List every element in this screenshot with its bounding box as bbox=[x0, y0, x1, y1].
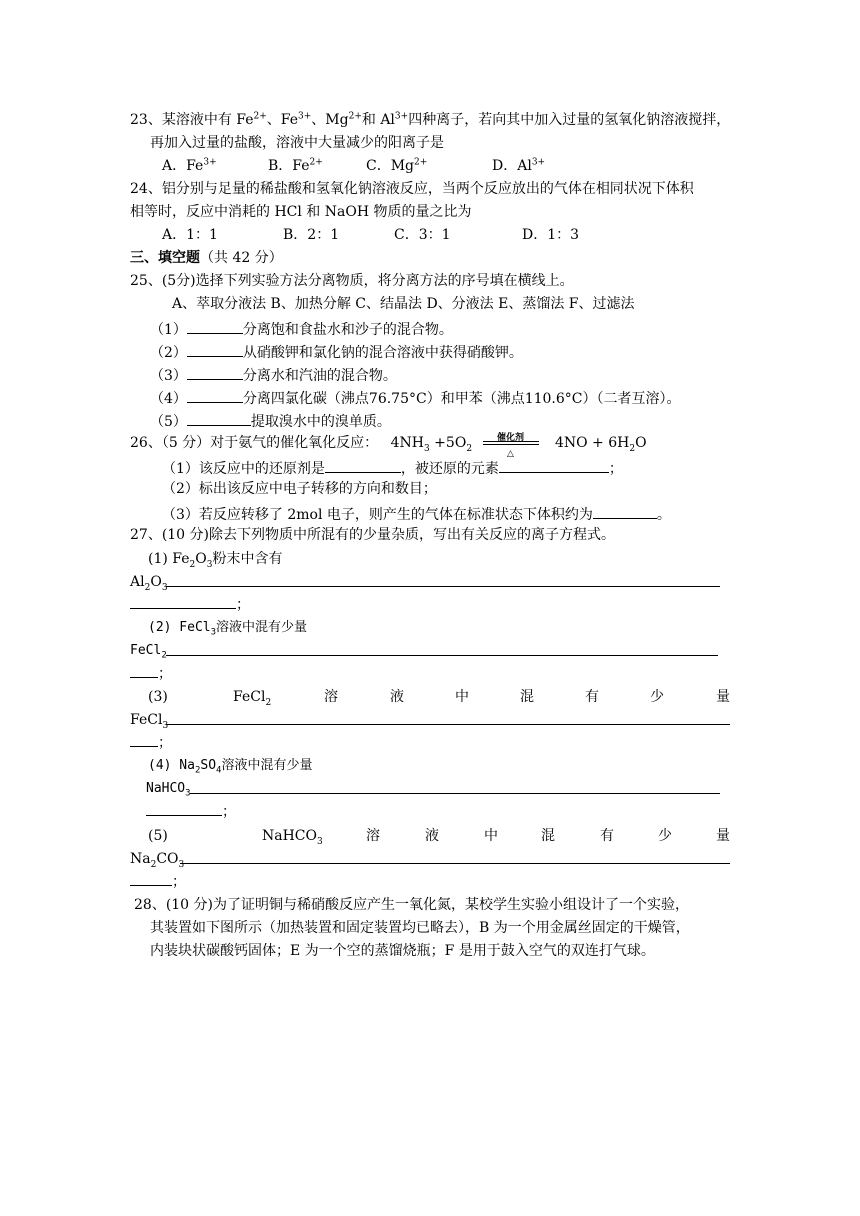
q27-item-3-char: 有 bbox=[585, 689, 599, 705]
formula: Na bbox=[130, 851, 151, 867]
item-text: 分离饱和食盐水和沙子的混合物。 bbox=[242, 322, 453, 338]
q27-stem: 27、(10 分)除去下列物质中所混有的少量杂质，写出有关反应的离子方程式。 bbox=[130, 527, 616, 543]
formula: FeCl bbox=[233, 689, 266, 705]
subscript: 4 bbox=[216, 765, 222, 776]
formula: Al bbox=[130, 574, 145, 590]
q24-option-b: B．2：1 bbox=[283, 227, 340, 243]
option-text: C．Mg bbox=[366, 158, 415, 174]
answer-blank[interactable] bbox=[187, 341, 243, 357]
section-points: （共 42 分） bbox=[200, 250, 283, 266]
subscript: 3 bbox=[206, 559, 213, 570]
q27-item-5-char: 少 bbox=[658, 828, 672, 844]
item-text: 溶液中混有少量 bbox=[221, 758, 313, 773]
q27-item-5-char: 中 bbox=[484, 828, 498, 844]
answer-blank[interactable] bbox=[187, 364, 243, 380]
formula: O bbox=[635, 435, 647, 451]
semicolon: ； bbox=[158, 666, 172, 682]
q23-text: 23、某溶液中有 Fe bbox=[130, 112, 254, 128]
answer-line[interactable] bbox=[130, 885, 172, 886]
answer-line[interactable] bbox=[130, 677, 158, 678]
q26-text: 26、（5 分）对于氨气的催化氧化反应： bbox=[130, 435, 379, 451]
part-text: 。 bbox=[656, 507, 671, 523]
answer-line[interactable] bbox=[146, 815, 222, 816]
q27-item-5-label: (5) bbox=[148, 828, 168, 844]
q27-item-3-impurity bbox=[130, 711, 168, 729]
subscript: 3 bbox=[210, 627, 217, 638]
reaction-arrow bbox=[483, 433, 539, 459]
answer-blank[interactable] bbox=[187, 318, 243, 334]
q27-item-5-char: 混 bbox=[541, 828, 555, 844]
q28-line1: 28、(10 分)为了证明铜与稀硝酸反应产生一氧化氮，某校学生实验小组设计了一个实验， bbox=[134, 897, 690, 913]
q27-item-1 bbox=[148, 550, 282, 568]
q25-item-4 bbox=[150, 387, 681, 408]
formula: O bbox=[195, 551, 207, 567]
item-number: （3） bbox=[150, 368, 187, 384]
subscript: 2 bbox=[194, 765, 201, 776]
formula: FeCl bbox=[130, 643, 162, 658]
item-number: （4） bbox=[150, 391, 187, 407]
section-title bbox=[130, 249, 283, 267]
charge: 2+ bbox=[309, 157, 323, 168]
formula: FeCl bbox=[130, 712, 163, 728]
answer-line[interactable] bbox=[130, 746, 158, 747]
q24-option-c: C．3：1 bbox=[394, 227, 451, 243]
charge: 3+ bbox=[298, 111, 312, 122]
q23-option-a bbox=[162, 157, 217, 175]
section-heading: 三、填空题 bbox=[130, 250, 200, 266]
charge: 3+ bbox=[394, 111, 409, 122]
answer-line[interactable] bbox=[166, 655, 718, 656]
q28-line3: 内装块状碳酸钙固体；E 为一个空的蒸馏烧瓶；F 是用于鼓入空气的双连打气球。 bbox=[150, 943, 655, 959]
heat-symbol: △ bbox=[507, 449, 514, 459]
part-text: ； bbox=[608, 461, 623, 477]
subscript: 3 bbox=[424, 443, 430, 454]
double-line-top bbox=[483, 441, 539, 442]
semicolon: ； bbox=[172, 874, 186, 890]
q24-option-d: D．1：3 bbox=[522, 227, 580, 243]
catalyst-label: 催化剂 bbox=[496, 433, 524, 443]
q27-item-1-impurity bbox=[130, 573, 168, 591]
answer-blank[interactable] bbox=[187, 410, 251, 426]
formula: 4NH bbox=[390, 435, 424, 451]
q23-option-c bbox=[366, 157, 427, 175]
part-text: ，被还原的元素 bbox=[400, 461, 499, 477]
option-text: D．Al bbox=[492, 158, 532, 174]
q24-option-a: A．1：1 bbox=[162, 227, 218, 243]
q27-item-3-char: 液 bbox=[390, 689, 404, 705]
answer-blank[interactable] bbox=[593, 503, 657, 519]
q27-item-3-char: 少 bbox=[650, 689, 664, 705]
q25-item-5 bbox=[150, 410, 391, 431]
subscript: 3 bbox=[161, 582, 168, 593]
subscript: 2 bbox=[150, 859, 157, 870]
subscript: 3 bbox=[178, 859, 185, 870]
answer-line[interactable] bbox=[180, 863, 730, 864]
equation-left bbox=[390, 435, 473, 454]
formula: NaHCO bbox=[146, 781, 186, 796]
q23-text: 、Mg bbox=[311, 112, 349, 128]
q27-item-5-formula bbox=[262, 827, 323, 845]
subscript: 2 bbox=[189, 559, 196, 570]
formula: NaHCO bbox=[262, 828, 317, 844]
q27-item-3-char: 溶 bbox=[324, 689, 338, 705]
formula: CO bbox=[156, 851, 179, 867]
semicolon: ； bbox=[236, 597, 250, 613]
q27-item-5-impurity bbox=[130, 850, 184, 868]
item-text: 分离水和汽油的混合物。 bbox=[242, 368, 397, 384]
q25-stem: 25、(5分)选择下列实验方法分离物质，将分离方法的序号填在横线上。 bbox=[130, 273, 574, 289]
q23-text: 四种离子，若向其中加入过量的氢氧化钠溶液搅拌， bbox=[408, 112, 731, 128]
formula: (4) Na bbox=[148, 758, 195, 773]
subscript: 3 bbox=[317, 836, 323, 847]
item-number: （1） bbox=[150, 322, 187, 338]
q24-line2: 相等时，反应中消耗的 HCl 和 NaOH 物质的量之比为 bbox=[130, 204, 472, 220]
subscript: 2 bbox=[265, 697, 272, 708]
q27-item-5-char: 有 bbox=[600, 828, 614, 844]
q27-item-4 bbox=[148, 757, 312, 775]
answer-blank[interactable] bbox=[499, 457, 609, 473]
q28-line2: 其装置如下图所示（加热装置和固定装置均已略去），B 为一个用金属丝固定的干燥管， bbox=[150, 920, 690, 936]
formula: SO bbox=[200, 758, 217, 773]
formula: +5O bbox=[429, 435, 467, 451]
q26-part-2: （2）标出该反应中电子转移的方向和数目； bbox=[162, 481, 437, 497]
subscript: 3 bbox=[185, 788, 191, 799]
q23-option-d bbox=[492, 157, 545, 175]
item-text: 提取溴水中的溴单质。 bbox=[250, 414, 391, 430]
q26-stem bbox=[130, 433, 647, 459]
q27-item-2-impurity bbox=[130, 642, 167, 660]
charge: 2+ bbox=[414, 157, 428, 168]
option-text: A．Fe bbox=[162, 158, 204, 174]
formula: (2) FeCl bbox=[148, 620, 211, 635]
item-text: 溶液中混有少量 bbox=[216, 620, 308, 635]
q26-part-3 bbox=[162, 503, 671, 524]
q23-text: 和 Al bbox=[361, 112, 395, 128]
part-text: （1）该反应中的还原剂是 bbox=[162, 461, 325, 477]
item-number: （2） bbox=[150, 345, 187, 361]
answer-line[interactable] bbox=[166, 586, 720, 587]
q25-item-2 bbox=[150, 341, 523, 362]
charge: 3+ bbox=[531, 157, 546, 168]
charge: 2+ bbox=[253, 111, 267, 122]
option-text: B．Fe bbox=[268, 158, 310, 174]
q24-line1: 24、铝分别与足量的稀盐酸和氢氧化钠溶液反应，当两个反应放出的气体在相同状况下体积 bbox=[130, 181, 694, 197]
q27-item-3-char: 量 bbox=[716, 689, 730, 705]
part-text: （3）若反应转移了 2mol 电子，则产生的气体在标准状态下体积约为 bbox=[162, 507, 593, 523]
formula: 4NO + 6H bbox=[554, 435, 630, 451]
semicolon: ； bbox=[222, 804, 236, 820]
subscript: 2 bbox=[161, 650, 167, 661]
q23-text: 、Fe bbox=[266, 112, 299, 128]
q25-item-1 bbox=[150, 318, 453, 339]
q27-item-3-label: (3) bbox=[148, 689, 168, 705]
subscript: 2 bbox=[466, 443, 473, 454]
q27-item-3-char: 混 bbox=[520, 689, 534, 705]
item-text: 粉末中含有 bbox=[212, 551, 283, 567]
item-text: 分离四氯化碳（沸点76.75°C）和甲苯（沸点110.6°C）（二者互溶）。 bbox=[242, 391, 681, 407]
subscript: 3 bbox=[162, 720, 169, 731]
q23-line2: 再加入过量的盐酸，溶液中大量减少的阳离子是 bbox=[150, 135, 444, 151]
q27-item-5-char: 溶 bbox=[366, 828, 380, 844]
answer-line[interactable] bbox=[130, 608, 236, 609]
subscript: 2 bbox=[629, 443, 636, 454]
answer-blank[interactable] bbox=[187, 387, 243, 403]
q26-part-1 bbox=[162, 457, 623, 478]
answer-line[interactable] bbox=[166, 724, 730, 725]
charge: 2+ bbox=[348, 111, 362, 122]
equation-right bbox=[554, 435, 647, 454]
q27-item-3-formula bbox=[233, 688, 271, 706]
answer-line[interactable] bbox=[190, 793, 720, 794]
q27-item-5-char: 量 bbox=[716, 828, 730, 844]
q27-item-5-char: 液 bbox=[425, 828, 439, 844]
formula: O bbox=[150, 574, 162, 590]
answer-blank[interactable] bbox=[325, 457, 401, 473]
semicolon: ； bbox=[158, 735, 172, 751]
item-text: 从硝酸钾和氯化钠的混合溶液中获得硝酸钾。 bbox=[242, 345, 523, 361]
q27-item-4-impurity bbox=[146, 780, 191, 798]
q23-option-b bbox=[268, 157, 323, 175]
item-number: （5） bbox=[150, 414, 187, 430]
charge: 3+ bbox=[203, 157, 217, 168]
q25-item-3 bbox=[150, 364, 397, 385]
q25-methods: A、萃取分液法 B、加热分解 C、结晶法 D、分液法 E、蒸馏法 F、过滤法 bbox=[172, 296, 635, 312]
q27-item-2 bbox=[148, 619, 307, 637]
formula: (1) Fe bbox=[148, 551, 190, 567]
q27-item-3-char: 中 bbox=[455, 689, 469, 705]
q23-line1 bbox=[130, 111, 730, 129]
subscript: 2 bbox=[144, 582, 151, 593]
